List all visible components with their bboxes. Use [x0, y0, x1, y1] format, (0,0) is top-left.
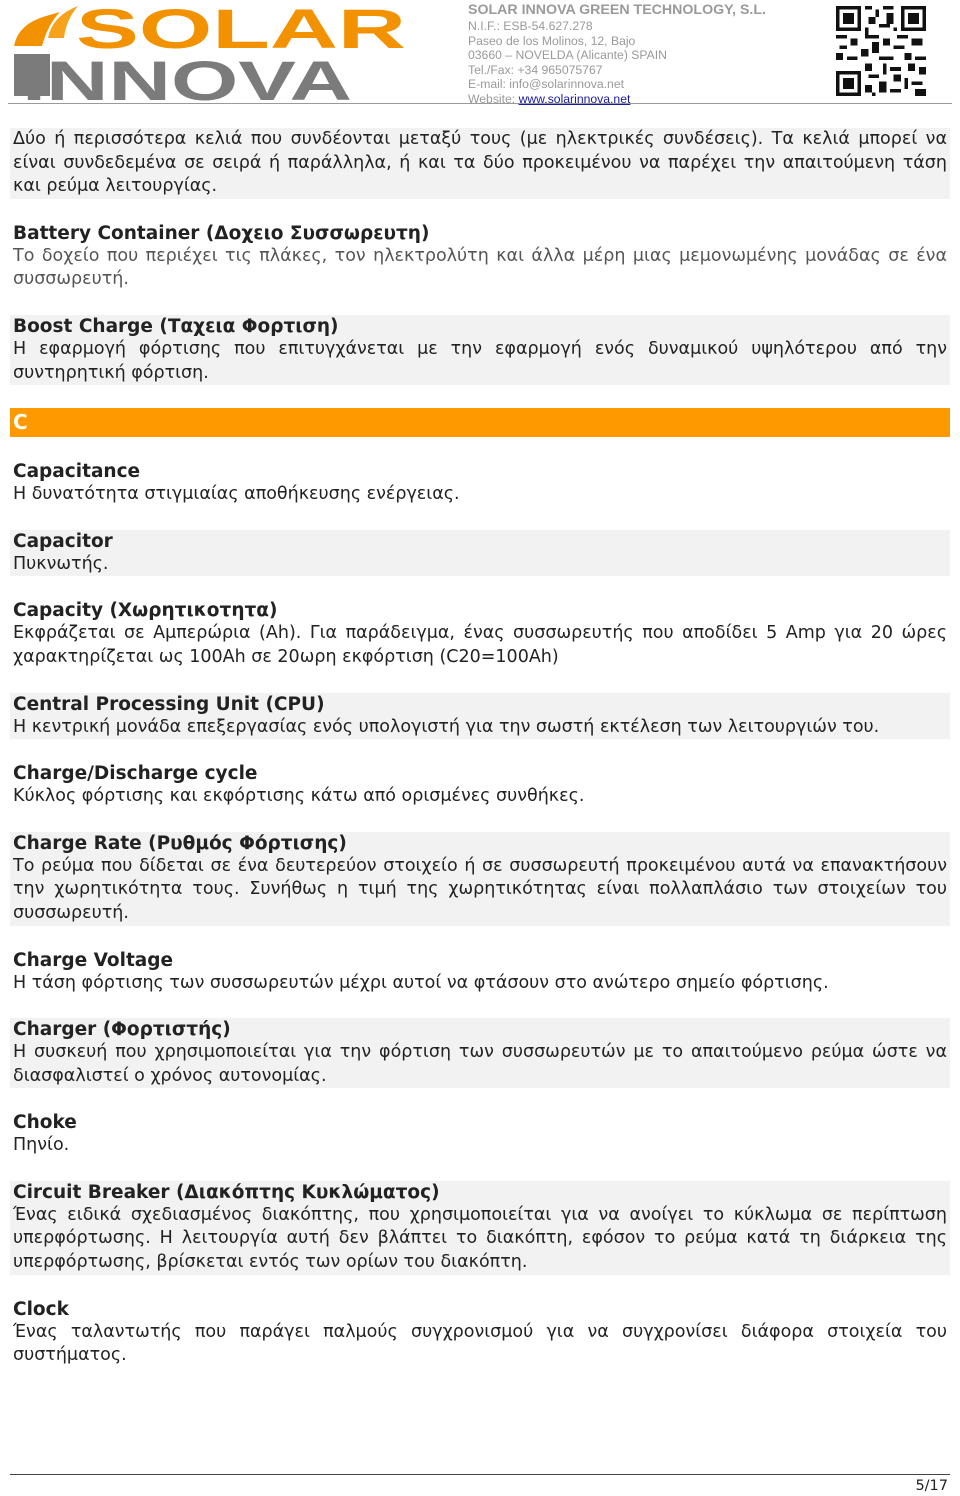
glossary-definition: Η κεντρική μονάδα επεξεργασίας ενός υπολογιστή για την σωστή εκτέλεση των λειτουργιών του. [13, 716, 880, 737]
glossary-definition: Η εφαρμογή φόρτισης που επιτυγχάνεται με την εφαρμογή ενός δυναμικού υψηλότερου από την συντηρητική φόρτιση. [13, 338, 947, 383]
glossary-definition: Το ρεύμα που δίδεται σε ένα δευτερεύον στοιχείο ή σε συσσωρευτή προκειμένου αυτά να επανακτήσουν την χωρητικότητα τους. Συνήθως η τιμή της χωρητικότητας είναι πολλαπλάσιο των στοιχείων του συσσωρευτή. [13, 855, 947, 923]
company-info [468, 2, 808, 106]
glossary-definition: Το δοχείο που περιέχει τις πλάκες, τον ηλεκτρολύτη και άλλα μέρη μιας μεμονωμένης μονάδας σε ένα συσσωρευτή. [13, 245, 947, 290]
company-name: SOLAR INNOVA GREEN TECHNOLOGY, S.L. [468, 2, 766, 18]
glossary-term: Battery Container (Δοχειο Συσσωρευτη) [13, 222, 430, 244]
glossary-term: Charge Rate (Ρυθμός Φόρτισης) [13, 832, 347, 854]
header-divider [8, 103, 952, 104]
glossary-entry [10, 693, 950, 740]
company-email: E-mail: info@solarinnova.net [468, 77, 624, 91]
glossary-entry [10, 315, 950, 385]
glossary-definition: Κύκλος φόρτισης και εκφόρτισης κάτω από ορισμένες συνθήκες. [13, 786, 585, 807]
glossary-entry [10, 1111, 950, 1158]
company-address-line1: Paseo de los Molinos, 12, Bajo [468, 33, 636, 48]
page-number: 5/17 [915, 1478, 948, 1494]
glossary-entry [10, 949, 950, 996]
glossary-term: Capacitance [13, 461, 141, 483]
glossary-definition: Η δυνατότητα στιγμιαίας αποθήκευσης ενέργειας. [13, 484, 460, 505]
glossary-term: Clock [13, 1298, 69, 1320]
website-link[interactable]: www.solarinnova.net [518, 91, 631, 106]
glossary-entry [10, 1181, 950, 1275]
glossary-entry [10, 762, 950, 809]
glossary-definition: Η συσκευή που χρησιμοποιείται για την φόρτιση των συσσωρευτών με το απαιτούμενο ρεύμα ώστε να διασφαλιστεί ο χρόνος αυτονομίας. [13, 1042, 947, 1086]
glossary-entry [10, 530, 950, 577]
glossary-definition: Πυκνωτής. [13, 553, 109, 574]
section-letter: C [13, 410, 28, 435]
qr-code-icon [836, 6, 926, 96]
glossary-term: Charge/Discharge cycle [13, 763, 258, 785]
logo-text-bottom: INNOVA [22, 49, 352, 102]
company-nif: N.I.F.: ESB-54.627.278 [468, 19, 593, 33]
glossary-definition: Ένας ειδικά σχεδιασμένος διακόπτης, που χρησιμοποιείται για να ανοίγει το κύκλωμα σε περίπτωση υπερφόρτωσης. Η λειτουργία αυτή δεν βλάπτει το διακόπτη, εφόσον το ρεύμα κατά τη διάρκεια της υπερφόρτωσης, βρίσκεται εντός των ορίων του διακόπτη. [13, 1204, 947, 1273]
company-telfax: Tel./Fax: +34 965075767 [468, 62, 603, 77]
glossary-content [10, 128, 950, 1391]
glossary-entry [10, 222, 950, 292]
intro-text: Δύο ή περισσότερα κελιά που συνδέονται μεταξύ τους (με ηλεκτρικές συνδέσεις). Τα κελιά μπορεί να είναι συνδεδεμένα σε σειρά ή παράλληλα, ή και τα δύο προκειμένου να παρέχει την απαιτούμενη τάση και ρεύμα λειτουργίας. [13, 129, 947, 197]
glossary-definition: Εκφράζεται σε Αμπερώρια (Ah). Για παράδειγμα, ένας συσσωρευτής που αποδίδει 5 Amp για 20 ώρες χαρακτηρίζεται ως 100Ah σε 20ωρη εκφόρτιση (C20=100Ah) [13, 623, 947, 667]
glossary-definition: Πηνίο. [13, 1135, 70, 1156]
glossary-entry [10, 1018, 950, 1088]
glossary-term: Capacity (Χωρητικοτητα) [13, 600, 278, 622]
glossary-term: Charger (Φορτιστής) [13, 1019, 231, 1041]
page-header [0, 0, 960, 104]
solar-innova-logo [8, 2, 408, 102]
glossary-term: Boost Charge (Ταχεια Φορτιση) [13, 315, 339, 337]
glossary-definition: Ένας ταλαντωτής που παράγει παλμούς συγχρονισμού για να συγχρονίσει διάφορα στοιχεία του συστήματος. [13, 1321, 947, 1366]
company-address-line2: 03660 – NOVELDA (Alicante) SPAIN [468, 48, 667, 62]
website-label: Website: [468, 91, 519, 106]
glossary-definition: Η τάση φόρτισης των συσσωρευτών μέχρι αυτοί να φτάσουν στο ανώτερο σημείο φόρτισης. [13, 972, 829, 993]
footer-divider [10, 1474, 950, 1475]
glossary-term: Capacitor [13, 530, 113, 552]
intro-paragraph [10, 128, 950, 199]
logo-text-top: SOLAR [76, 2, 406, 60]
section-letter-bar [10, 408, 950, 437]
glossary-term: Circuit Breaker (Διακόπτης Κυκλώματος) [13, 1181, 440, 1203]
glossary-entry [10, 1298, 950, 1368]
glossary-term: Central Processing Unit (CPU) [13, 693, 325, 715]
glossary-entry [10, 599, 950, 669]
glossary-term: Choke [13, 1112, 77, 1134]
glossary-entry [10, 832, 950, 926]
glossary-entry [10, 460, 950, 507]
glossary-term: Charge Voltage [13, 949, 174, 971]
